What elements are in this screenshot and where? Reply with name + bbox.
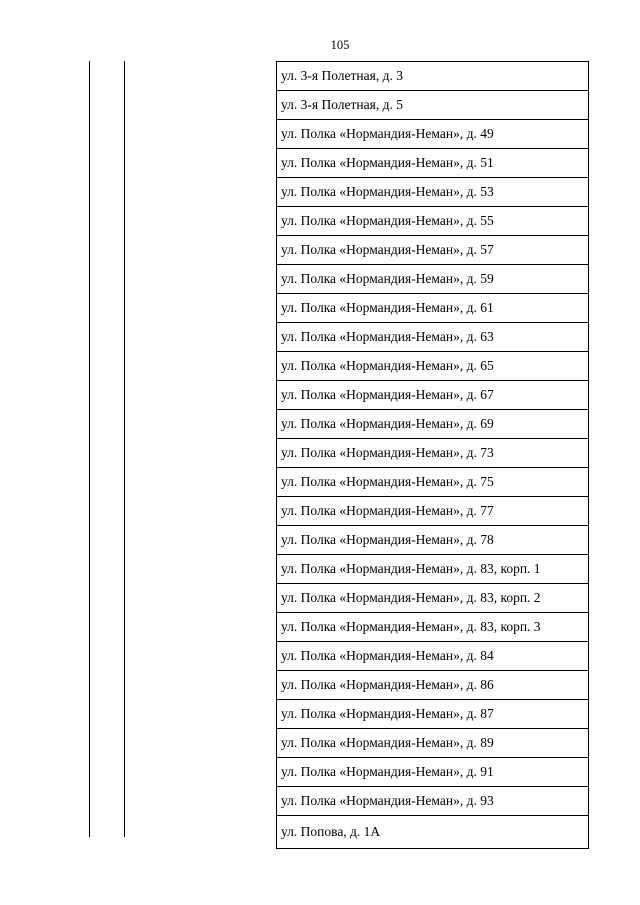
address-row: ул. Полка «Нормандия-Неман», д. 87 — [277, 700, 588, 729]
address-row: ул. Полка «Нормандия-Неман», д. 83, корп. 2 — [277, 584, 588, 613]
address-row: ул. Полка «Нормандия-Неман», д. 91 — [277, 758, 588, 787]
address-row: ул. Полка «Нормандия-Неман», д. 83, корп. 3 — [277, 613, 588, 642]
address-row: ул. Полка «Нормандия-Неман», д. 67 — [277, 381, 588, 410]
address-row: ул. Полка «Нормандия-Неман», д. 65 — [277, 352, 588, 381]
table-column-border-left — [89, 61, 90, 837]
address-row: ул. Попова, д. 1А — [277, 816, 588, 849]
address-row: ул. Полка «Нормандия-Неман», д. 73 — [277, 439, 588, 468]
table-column-border-inner — [124, 61, 125, 837]
address-list-table — [276, 61, 589, 849]
address-row: ул. Полка «Нормандия-Неман», д. 93 — [277, 787, 588, 816]
address-row: ул. Полка «Нормандия-Неман», д. 84 — [277, 642, 588, 671]
address-row: ул. Полка «Нормандия-Неман», д. 53 — [277, 178, 588, 207]
address-row: ул. Полка «Нормандия-Неман», д. 69 — [277, 410, 588, 439]
address-row: ул. Полка «Нормандия-Неман», д. 63 — [277, 323, 588, 352]
address-row: ул. Полка «Нормандия-Неман», д. 75 — [277, 468, 588, 497]
address-row: ул. Полка «Нормандия-Неман», д. 89 — [277, 729, 588, 758]
address-row: ул. Полка «Нормандия-Неман», д. 51 — [277, 149, 588, 178]
address-row: ул. Полка «Нормандия-Неман», д. 49 — [277, 120, 588, 149]
address-row: ул. Полка «Нормандия-Неман», д. 61 — [277, 294, 588, 323]
address-row: ул. 3-я Полетная, д. 3 — [277, 62, 588, 91]
address-row: ул. Полка «Нормандия-Неман», д. 57 — [277, 236, 588, 265]
address-row: ул. Полка «Нормандия-Неман», д. 77 — [277, 497, 588, 526]
address-row: ул. Полка «Нормандия-Неман», д. 59 — [277, 265, 588, 294]
address-row: ул. Полка «Нормандия-Неман», д. 55 — [277, 207, 588, 236]
address-row: ул. 3-я Полетная, д. 5 — [277, 91, 588, 120]
address-row: ул. Полка «Нормандия-Неман», д. 83, корп. 1 — [277, 555, 588, 584]
address-row: ул. Полка «Нормандия-Неман», д. 86 — [277, 671, 588, 700]
page-number: 105 — [330, 38, 350, 52]
address-row: ул. Полка «Нормандия-Неман», д. 78 — [277, 526, 588, 555]
